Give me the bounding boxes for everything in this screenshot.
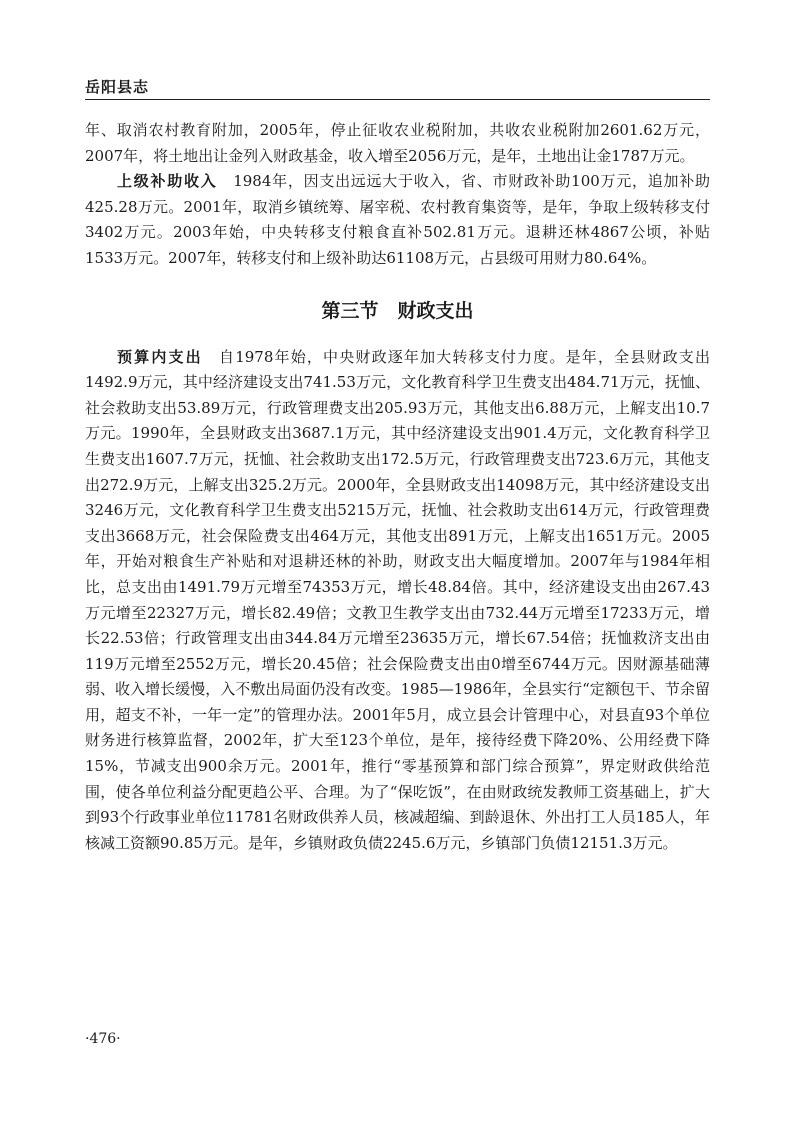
- paragraph-text: 1984年，因支出远远大于收入，省、市财政补助100万元，追加补助425.28万元。2001年，取消乡镇统筹、屠宰税、农村教育集资等，是年，争取上级转移支付3402万元。2003年始，中央转移支付粮食直补502.81万元。退耕还林4867公顷，补贴1533万元。2007年，转移支付和上级补助达61108万元，占县级可用财力80.64%。: [85, 172, 710, 267]
- running-header: 岳阳县志: [85, 78, 150, 96]
- paragraph-land-revenue: 年、取消农村教育附加，2005年，停止征收农业税附加，共收农业税附加2601.62万元，2007年，将土地出让金列入财政基金，收入增至2056万元，是年，土地出让金1787万元。: [85, 121, 710, 165]
- page-body: [85, 118, 710, 856]
- section-title: 第三节 财政支出: [321, 299, 474, 322]
- paragraph-superior-subsidy: [85, 169, 710, 271]
- paragraph-text: 自1978年始，中央财政逐年加大转移支付力度。是年，全县财政支出1492.9万元，其中经济建设支出741.53万元，文化教育科学卫生费支出484.71万元，抚恤、社会救助支出53.89万元，行政管理费支出205.93万元，其他支出6.88万元，上解支出10.7万元。1990年，全县财政支出3687.1万元，其中经济建设支出901.4万元，文化教育科学卫生费支出1607.7万元，抚恤、社会救助支出172.5万元，行政管理费支出723.6万元，其他支出272.9万元，上解支出325.2万元。2000年，全县财政支出14098万元，其中经济建设支出3246万元，文化教育科学卫生费支出5215万元，抚恤、社会救助支出614万元，行政管理费支出3668万元，社会保险费支出464万元，其他支出891万元，上解支出1651万元。2005年，开始对粮食生产补贴和对退耕还林的补助，财政支出大幅度增加。2007年与1984年相比，总支出由1491.79万元增至74353万元，增长48.84倍。其中，经济建设支出由267.43万元增至22327万元，增长82.49倍；文教卫生教学支出由732.44万元增至17233万元，增长22.53倍；行政管理支出由344.84万元增至23635万元，增长67.54倍；抚恤救济支出由119万元增至2552万元，增长20.45倍；社会保险费支出由0增至6744万元。因财源基础薄弱、收入增长缓慢，入不敷出局面仍没有改变。1985—1986年，全县实行“定额包干、节余留用，超支不补，一年一定”的管理办法。2001年5月，成立县会计管理中心，对县直93个单位财务进行核算监督，2002年，扩大至123个单位，是年，接待经费下降20%、公用经费下降15%，节减支出900余万元。2001年，推行“零基预算和部门综合预算”，界定财政供给范围，使各单位利益分配更趋公平、合理。为了“保吃饭”，在由财政统发教师工资基础上，扩大到93个行政事业单位11781名财政供养人员，核减超编、到龄退休、外出打工人员185人，年核减工资额90.85万元。是年，乡镇财政负债2245.6万元，乡镇部门负债12151.3万元。: [85, 347, 710, 852]
- paragraph-lead-term: 预算内支出: [117, 347, 203, 366]
- paragraph-lead-term: 上级补助收入: [117, 172, 218, 191]
- paragraph-budget-expenditure: [85, 345, 710, 857]
- header-rule: [85, 99, 710, 100]
- page-number: ·476·: [85, 1031, 121, 1047]
